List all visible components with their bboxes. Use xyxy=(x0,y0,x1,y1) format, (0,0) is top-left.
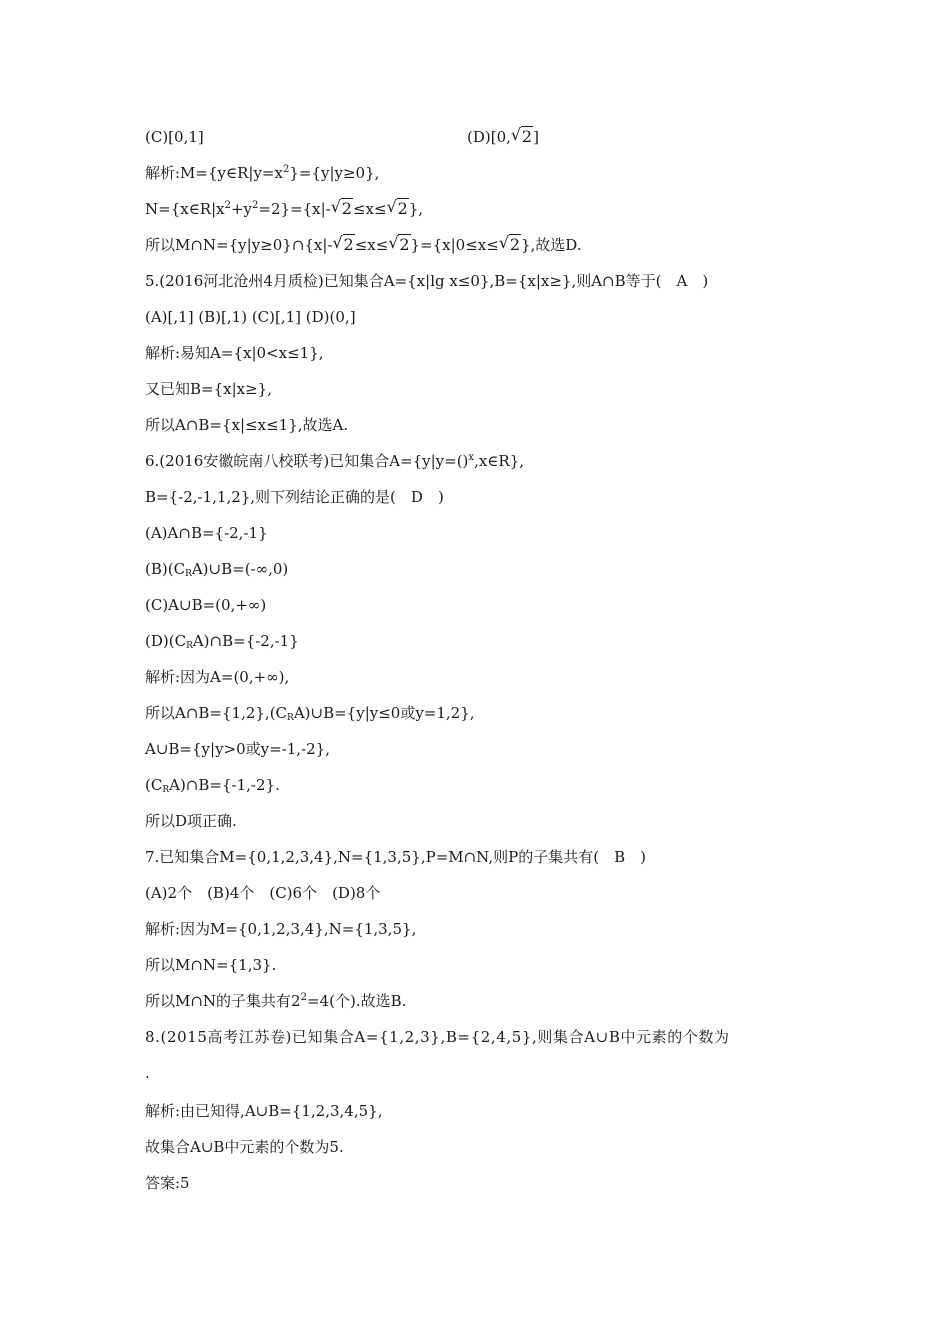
option-c-d-line xyxy=(145,126,539,148)
question-8-blank: . xyxy=(145,1064,150,1082)
sqrt-symbol: √ 2 xyxy=(511,126,533,148)
option-c: (C)[0,1] xyxy=(145,128,204,146)
question-6-option-b: $(B)(C_RA)\cup B=(-\infty,0)$ xyxy=(145,560,289,579)
solution-line-n: $N=\{x\in R|x^2+y^2=2\}=\{x|-√$ 2≤x≤√ 2}, xyxy=(145,198,423,220)
sqrt-symbol: √ 2 xyxy=(387,198,409,220)
sqrt-symbol: √ 2 xyxy=(331,198,353,220)
solution-text: 又已知B={x|x≥}, xyxy=(145,380,272,398)
sqrt-symbol: √ 2 xyxy=(388,234,410,256)
question-6-cont: B={-2,-1,1,2},则下列结论正确的是( D ) xyxy=(145,488,444,506)
question-7-options: (A)2个 (B)4个 (C)6个 (D)8个 xyxy=(145,884,381,902)
solution-text: 所以$A\cap B=\{1,2\},(C_RA)\cup B=\{y|y\le 0$或y=1,2}, xyxy=(145,704,475,723)
sqrt-symbol: √ 2 xyxy=(499,234,521,256)
solution-line-m: 解析$:M=\{y\in R|y=x^2\}=\{y|y\ge 0\}$, xyxy=(145,164,380,182)
question-6-option-a: (A)A∩B={-2,-1} xyxy=(145,524,268,542)
question-6-option-d: $(D)(C_RA)\cap B=\{-2,-1\}$ xyxy=(145,632,299,651)
solution-text: A∪B={y|y>0或y=-1,-2}, xyxy=(145,740,330,758)
sqrt-symbol: √ 2 xyxy=(333,234,355,256)
solution-text: 解析:因为A=(0,+∞), xyxy=(145,668,290,686)
solution-text: 解析:由已知得,A∪B={1,2,3,4,5}, xyxy=(145,1102,383,1120)
question-7: 7.已知集合M={0,1,2,3,4},N={1,3,5},P=M∩N,则P的子集共有( B ) xyxy=(145,848,646,866)
question-8: 8.(2015高考江苏卷)已知集合A={1,2,3},B={2,4,5},则集合A∪B中元素的个数为 xyxy=(145,1028,730,1046)
question-6-option-c: (C)A∪B=(0,+∞) xyxy=(145,596,267,614)
question-5: 5.(2016河北沧州4月质检)已知集合A={x|lg x≤0},B={x|x≥},则A∩B等于( A ) xyxy=(145,272,709,290)
solution-text: 所以M∩N的子集共有$2^2=4$(个).故选B. xyxy=(145,992,407,1010)
option-d: (D)[0,√ 2] xyxy=(467,126,539,148)
solution-text: 所以M∩N={1,3}. xyxy=(145,956,277,974)
solution-text: 所以A∩B={x|≤x≤1},故选A. xyxy=(145,416,349,434)
answer-text: 答案:5 xyxy=(145,1174,190,1192)
question-5-options: (A)[,1] (B)[,1) (C)[,1] (D)(0,] xyxy=(145,308,356,326)
solution-text: 解析:易知A={x|0<x≤1}, xyxy=(145,344,324,362)
solution-text: 所以D项正确. xyxy=(145,812,237,830)
solution-line-mn: 所以M∩N={y|y≥0}∩{x|-√ 2≤x≤√ 2}={x|0≤x≤√ 2},故选D. xyxy=(145,234,582,256)
solution-text: $(C_RA)\cap B=\{-1,-2\}$. xyxy=(145,776,280,795)
solution-text: 解析:因为M={0,1,2,3,4},N={1,3,5}, xyxy=(145,920,417,938)
question-6: 6.(2016安徽皖南八校联考)已知集合A={y|y=()$^x$,x∈R}, xyxy=(145,452,524,470)
solution-text: 故集合A∪B中元素的个数为5. xyxy=(145,1138,344,1156)
